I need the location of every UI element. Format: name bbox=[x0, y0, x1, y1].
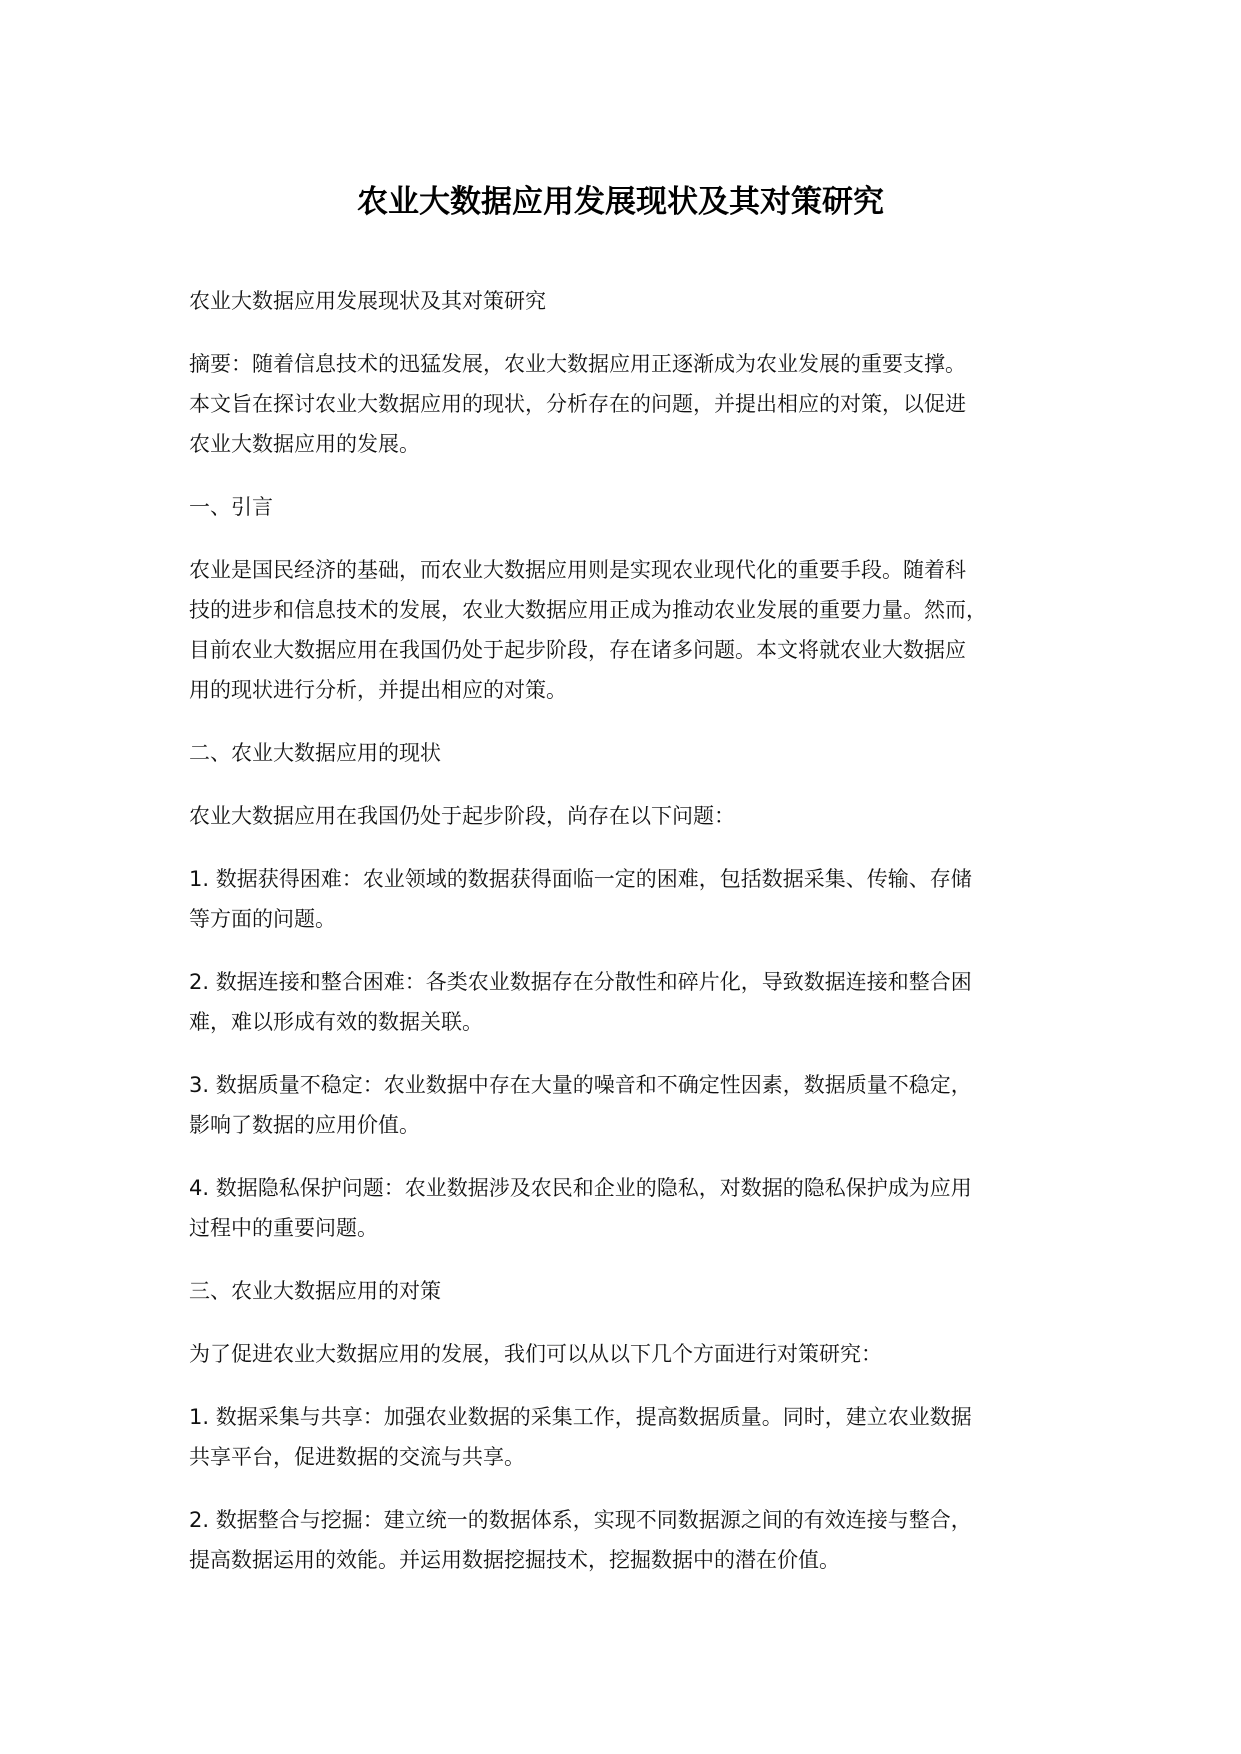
countermeasure-item: 1. 数据采集与共享：加强农业数据的采集工作，提高数据质量。同时，建立农业数据 共享平台，促进数据的交流与共享。 bbox=[189, 1405, 972, 1469]
abstract-paragraph: 摘要：随着信息技术的迅猛发展，农业大数据应用正逐渐成为农业发展的重要支撑。 本文旨在探讨农业大数据应用的现状，分析存在的问题，并提出相应的对策，以促进 农业大数据应用的发展。 bbox=[189, 352, 966, 456]
document-body bbox=[189, 281, 1089, 1603]
introduction-paragraph: 农业是国民经济的基础，而农业大数据应用则是实现农业现代化的重要手段。随着科 技的进步和信息技术的发展，农业大数据应用正成为推动农业发展的重要力量。然而， 目前农业大数据应用在我国仍处于起步阶段，存在诸多问题。本文将就农业大数据应 用的现状进行分析，并提出相应的对策。 bbox=[189, 558, 987, 702]
section-heading-current-status: 二、农业大数据应用的现状 bbox=[189, 741, 441, 765]
document-title: 农业大数据应用发展现状及其对策研究 bbox=[357, 184, 884, 220]
countermeasure-item: 2. 数据整合与挖掘：建立统一的数据体系，实现不同数据源之间的有效连接与整合， 提高数据运用的效能。并运用数据挖掘技术，挖掘数据中的潜在价值。 bbox=[189, 1508, 972, 1572]
countermeasures-intro: 为了促进农业大数据应用的发展，我们可以从以下几个方面进行对策研究： bbox=[189, 1342, 882, 1366]
problem-item: 2. 数据连接和整合困难：各类农业数据存在分散性和碎片化，导致数据连接和整合困 难，难以形成有效的数据关联。 bbox=[189, 970, 972, 1034]
problem-item: 4. 数据隐私保护问题：农业数据涉及农民和企业的隐私，对数据的隐私保护成为应用 过程中的重要问题。 bbox=[189, 1176, 972, 1240]
document-subtitle: 农业大数据应用发展现状及其对策研究 bbox=[189, 289, 546, 313]
section-heading-countermeasures: 三、农业大数据应用的对策 bbox=[189, 1279, 441, 1303]
section-heading-introduction: 一、引言 bbox=[189, 495, 273, 519]
problem-item: 3. 数据质量不稳定：农业数据中存在大量的噪音和不确定性因素，数据质量不稳定， 影响了数据的应用价值。 bbox=[189, 1073, 972, 1137]
current-status-intro: 农业大数据应用在我国仍处于起步阶段，尚存在以下问题： bbox=[189, 804, 735, 828]
problem-item: 1. 数据获得困难：农业领域的数据获得面临一定的困难，包括数据采集、传输、存储 等方面的问题。 bbox=[189, 867, 972, 931]
